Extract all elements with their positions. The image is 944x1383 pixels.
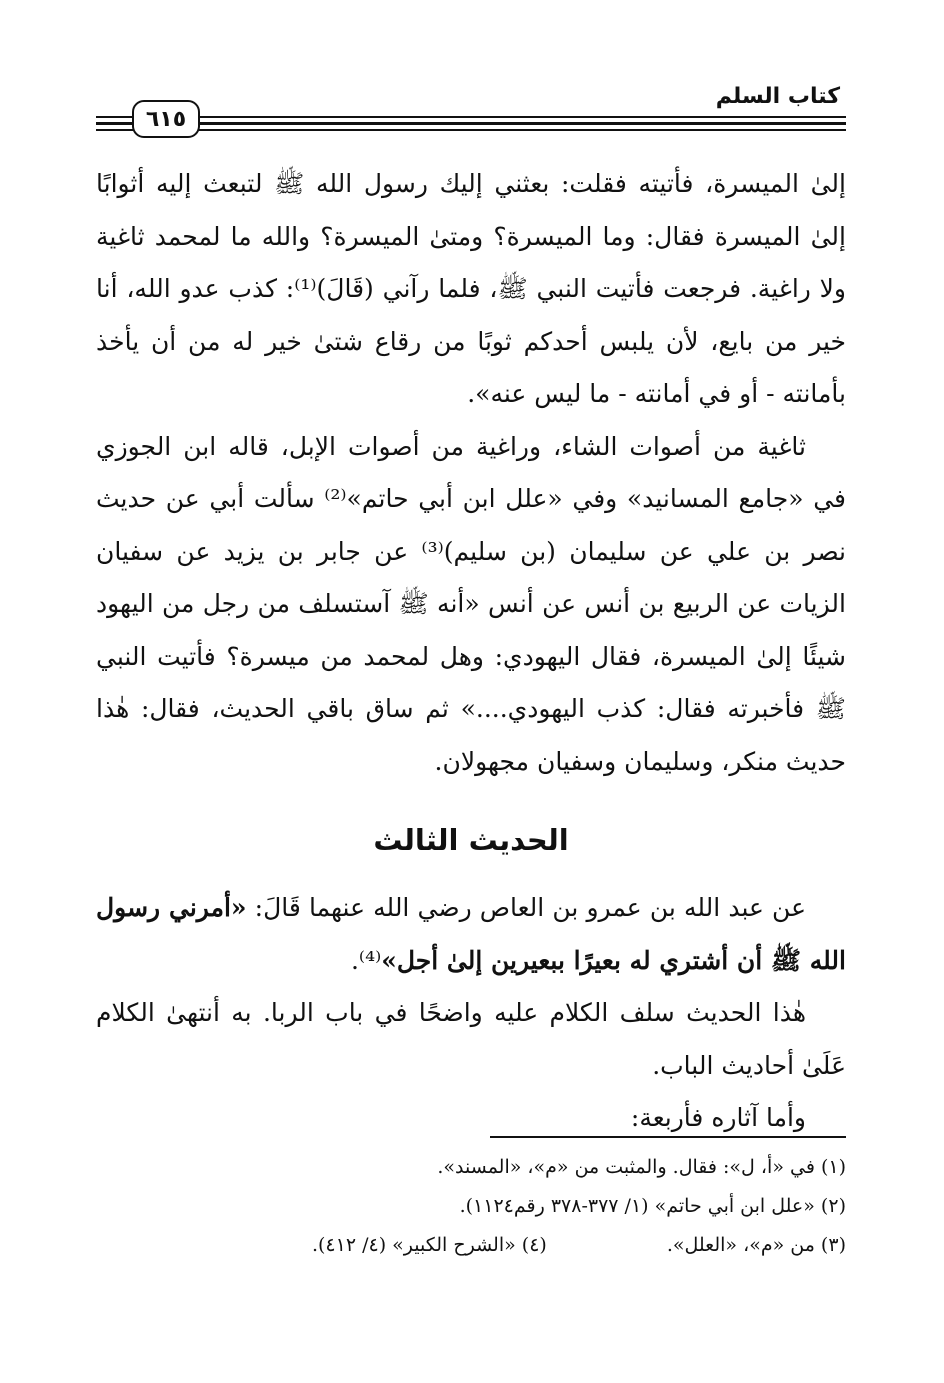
header-rule-top [96, 116, 846, 118]
paragraph-5: وأما آثاره فأربعة: [630, 1103, 806, 1132]
footnotes [96, 1148, 846, 1265]
page-number: ٦١٥ [132, 100, 200, 138]
footnote-1: (١) في «أ، ل»: فقال. والمثبت من «م»، «المسند». [437, 1156, 846, 1178]
footnote-2: (٢) «علل ابن أبي حاتم» (١/ ٣٧٧-٣٧٨ رقم١١٢٤). [459, 1195, 846, 1217]
header-rule-bottom [96, 129, 846, 131]
header-rule-middle [96, 122, 846, 125]
footnote-ref-4: ⁽⁴⁾. [350, 945, 382, 975]
main-text [96, 158, 846, 1145]
footnote-separator [490, 1136, 846, 1138]
paragraph-2: ثاغية من أصوات الشاء، وراغية من أصوات الإبل، قاله ابن الجوزي في «جامع المسانيد» وفي «علل ابن أبي حاتم»⁽²⁾ سألت أبي عن حديث نصر بن علي عن سليمان (بن سليم)⁽³⁾ عن جابر بن يزيد عن سفيان الزيات عن الربيع بن أنس عن أنس «أنه ﷺ آستسلف من رجل من اليهود شيئًا إلىٰ الميسرة، فقال اليهودي: وهل لمحمد من ميسرة؟ فأتيت النبي ﷺ فأخبرته فقال: كذب اليهودي....» ثم ساق باقي الحديث، فقال: هٰذا حديث منكر، وسليمان وسفيان مجهولان. [96, 431, 846, 776]
paragraph-4: هٰذا الحديث سلف الكلام عليه واضحًا في باب الربا. به أنتهىٰ الكلام عَلَىٰ أحاديث الباب. [96, 998, 846, 1080]
page-header [96, 78, 846, 148]
section-title: الحديث الثالث [373, 823, 569, 857]
paragraph-1: إلىٰ الميسرة، فأتيته فقلت: بعثني إليك رسول الله ﷺ لتبعث إليه أثوابًا إلىٰ الميسرة فقال: وما الميسرة؟ ومتىٰ الميسرة؟ والله ما لمحمد ثاغية ولا راغية. فرجعت فأتيت النبي ﷺ، فلما رآني (قَالَ)⁽¹⁾: كذب عدو الله، أنا خير من بايع، لأن يلبس أحدكم ثوبًا من رقاع شتىٰ خير له من أن يأخذ بأمانته - أو في أمانته - ما ليس عنه». [96, 169, 846, 408]
footnote-3: (٣) من «م»، «العلل». [666, 1234, 846, 1256]
book-title: كتاب السلم [715, 84, 840, 109]
paragraph-3 [96, 882, 846, 987]
hadith-text: «أمرني رسول الله ﷺ أن أشتري له بعيرًا ببعيرين إلىٰ أجل» [96, 893, 846, 975]
footnote-4: (٤) «الشرح الكبير» (٤/ ٤١٢). [311, 1234, 547, 1256]
footnote-row [96, 1226, 846, 1265]
hadith-intro: عن عبد الله بن عمرو بن العاص رضي الله عنهما قَالَ: [246, 893, 806, 922]
